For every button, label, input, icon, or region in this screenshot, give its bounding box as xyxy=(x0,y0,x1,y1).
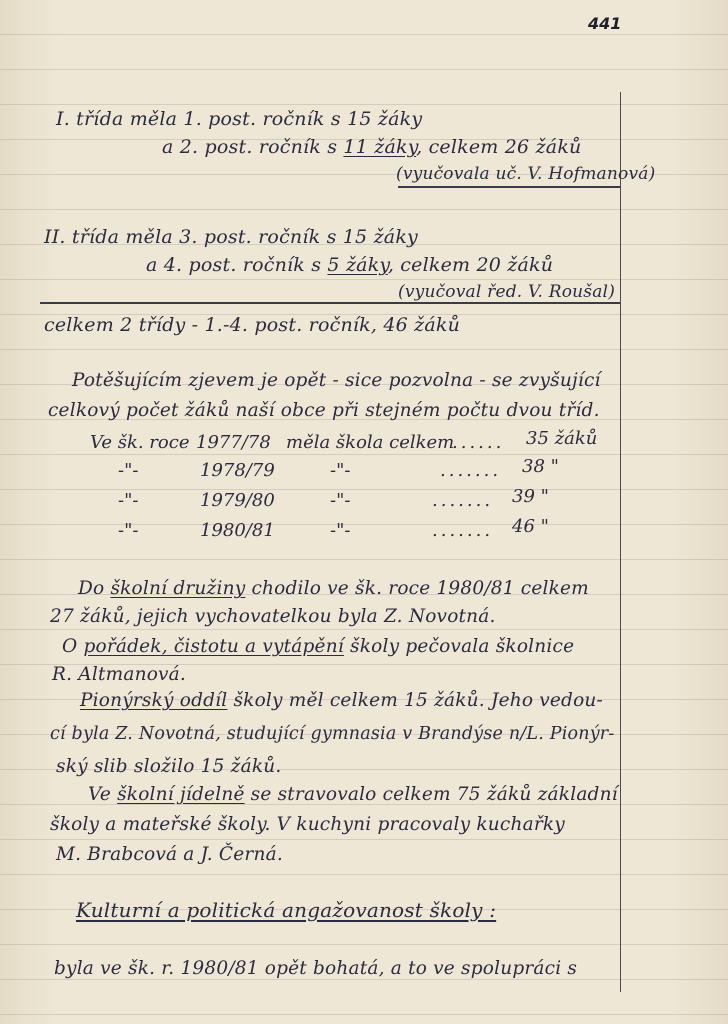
row-prefix: -"- xyxy=(118,460,139,481)
para2-l3-c: školy pečovala školnice xyxy=(343,636,575,657)
margin-line xyxy=(620,92,621,992)
row-mid: -"- xyxy=(330,490,351,511)
row-count: 38 " xyxy=(522,456,559,477)
row-dots: ....... xyxy=(432,520,494,541)
para2-l1-a: Do xyxy=(78,578,111,599)
row-prefix: -"- xyxy=(118,490,139,511)
row-count: 46 " xyxy=(512,516,549,537)
para3-line1 xyxy=(80,690,603,711)
row-year: 1977/78 xyxy=(196,432,271,453)
class2-line2-a: a 4. post. ročník s xyxy=(146,254,328,276)
section-heading-text: Kulturní a politická angažovanost školy : xyxy=(76,898,497,922)
class1-line2-b: 11 žáky xyxy=(343,136,417,158)
row-count: 39 " xyxy=(512,486,549,507)
class2-rule xyxy=(40,302,620,304)
class2-line2-b: 5 žáky xyxy=(327,254,388,276)
total-line: celkem 2 třídy - 1.-4. post. ročník, 46 žáků xyxy=(44,314,461,336)
last-line: byla ve šk. r. 1980/81 opět bohatá, a to ve spolupráci s xyxy=(54,958,578,979)
class2-line1: II. třída měla 3. post. ročník s 15 žáky xyxy=(44,226,418,248)
section-heading xyxy=(76,898,496,922)
row-year: 1978/79 xyxy=(200,460,275,481)
row-prefix: -"- xyxy=(118,520,139,541)
class2-line2-c: , celkem 20 žáků xyxy=(387,254,554,276)
para3-l1-b: školy měl celkem 15 žáků. Jeho vedou- xyxy=(227,690,604,711)
para3-line3: ský slib složilo 15 žáků. xyxy=(56,756,282,777)
para3-line2: cí byla Z. Novotná, studující gymnasia v Brandýse n/L. Pionýr- xyxy=(50,724,615,744)
para4-l1-b: školní jídelně xyxy=(117,784,245,805)
row-dots: ....... xyxy=(432,490,494,511)
para1-line2: celkový počet žáků naší obce při stejném počtu dvou tříd. xyxy=(48,400,600,421)
para4-line1 xyxy=(88,784,618,805)
class1-teacher: (vyučovala uč. V. Hofmanová) xyxy=(396,164,656,184)
para2-l1-c: chodilo ve šk. roce 1980/81 celkem xyxy=(245,578,589,599)
para4-l1-a: Ve xyxy=(88,784,118,805)
para4-l1-c: se stravovalo celkem 75 žáků základní xyxy=(244,784,618,805)
row-year: 1979/80 xyxy=(200,490,275,511)
class1-line1: I. třída měla 1. post. ročník s 15 žáky xyxy=(56,108,423,130)
para2-line2: 27 žáků, jejich vychovatelkou byla Z. Novotná. xyxy=(50,606,496,627)
para2-line4: R. Altmanová. xyxy=(52,664,186,685)
row-year: 1980/81 xyxy=(200,520,275,541)
class1-line2-a: a 2. post. ročník s xyxy=(162,136,344,158)
class2-teacher: (vyučoval řed. V. Roušal) xyxy=(398,282,616,302)
para3-l1-a: Pionýrský oddíl xyxy=(80,690,228,711)
class1-line2-c: , celkem 26 žáků xyxy=(416,136,582,158)
para2-l3-b: pořádek, čistotu a vytápění xyxy=(83,636,344,657)
para2-line3 xyxy=(62,636,574,657)
row-mid: měla škola celkem xyxy=(286,432,455,453)
row-dots: ....... xyxy=(440,460,502,481)
row-dots: ...... xyxy=(452,432,505,453)
para2-l3-a: O xyxy=(62,636,84,657)
row-mid: -"- xyxy=(330,520,351,541)
class1-line2 xyxy=(162,136,581,158)
class1-rule xyxy=(398,186,620,188)
page-number: 441 xyxy=(588,14,622,33)
row-prefix: Ve šk. roce xyxy=(90,432,190,453)
para2-l1-b: školní družiny xyxy=(110,578,246,599)
class2-line2 xyxy=(146,254,553,276)
para2-line1 xyxy=(78,578,589,599)
para1-line1: Potěšujícím zjevem je opět - sice pozvolna - se zvyšující xyxy=(72,370,601,391)
row-count: 35 žáků xyxy=(526,428,598,449)
row-mid: -"- xyxy=(330,460,351,481)
para4-line2: školy a mateřské školy. V kuchyni pracovaly kuchařky xyxy=(50,814,565,835)
para4-line3: M. Brabcová a J. Černá. xyxy=(56,844,283,865)
